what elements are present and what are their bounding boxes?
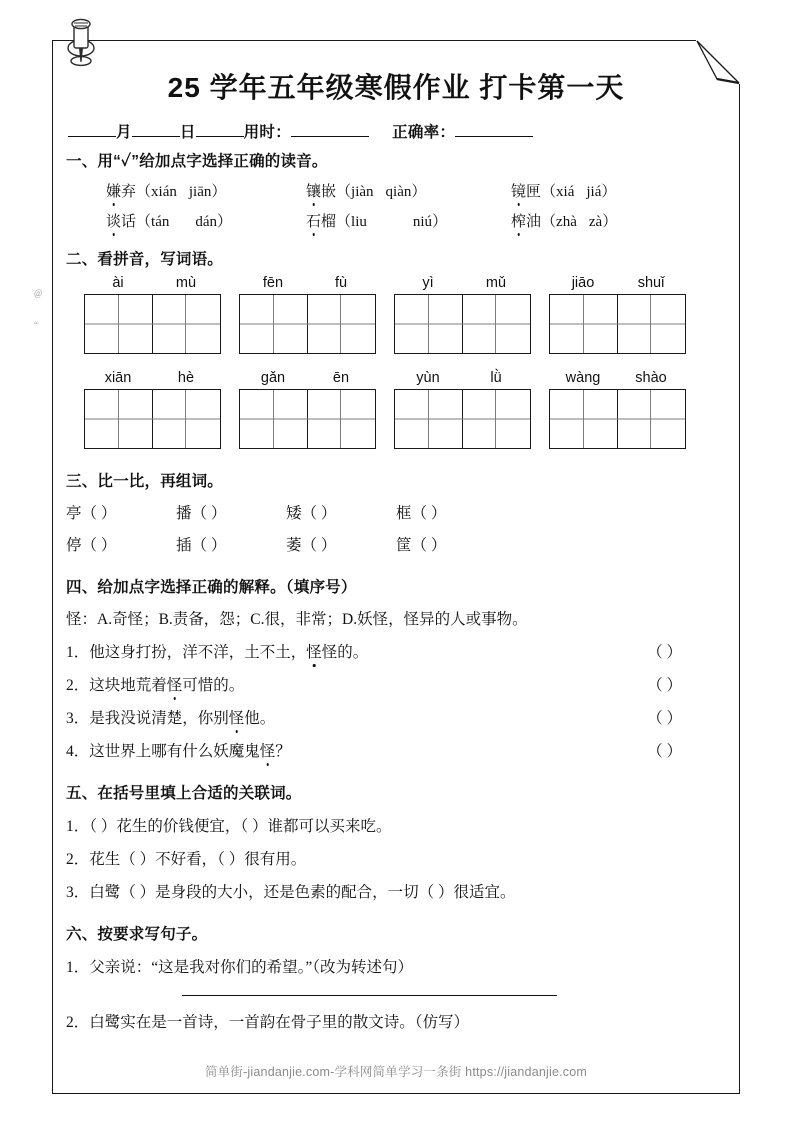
day-label: 日	[179, 124, 196, 141]
tianzige-box[interactable]	[239, 294, 376, 354]
grid-cell[interactable]	[85, 390, 119, 448]
section-2-heading: 二、看拼音，写词语。	[66, 251, 224, 268]
pronunciation-item[interactable]	[106, 210, 306, 231]
pinyin-group	[549, 370, 704, 386]
writing-grid-group[interactable]	[239, 294, 394, 354]
question-text-after: 他。	[244, 710, 276, 727]
answer-parenthesis[interactable]: （ ）	[647, 644, 682, 661]
answer-parenthesis[interactable]: （ ）	[647, 677, 682, 694]
word-rest: 榴	[321, 214, 337, 230]
grid-cell[interactable]	[274, 295, 308, 353]
pinyin-group	[239, 275, 394, 291]
pinyin-group	[84, 370, 239, 386]
time-blank[interactable]	[291, 136, 369, 137]
word-build-item[interactable]: 筐（ ）	[396, 537, 447, 554]
dotted-char: 榨	[511, 210, 526, 231]
paren-open: （	[336, 214, 352, 230]
margin-speckle-top: @	[34, 288, 43, 298]
grid-cell[interactable]	[341, 295, 375, 353]
section-1-row-2	[62, 210, 730, 231]
grid-cell[interactable]	[496, 390, 530, 448]
pronunciation-item[interactable]	[511, 180, 701, 201]
grid-cell[interactable]	[153, 295, 187, 353]
pinyin-syllable: shuǐ	[637, 275, 665, 291]
grid-cell[interactable]	[550, 390, 584, 448]
section-5-question[interactable]: 1．（ ）花生的价钱便宜，（ ）谁都可以买来吃。	[66, 818, 392, 835]
grid-cell[interactable]	[618, 295, 652, 353]
section-4-question	[62, 673, 730, 695]
pinyin-row	[62, 275, 730, 291]
paren-open: （	[541, 184, 557, 200]
dotted-char: 谈	[106, 210, 121, 231]
pronunciation-item[interactable]	[511, 210, 701, 231]
word-rest: 匣	[526, 184, 542, 200]
pinyin-group	[394, 370, 549, 386]
section-4-question	[62, 739, 730, 761]
pinyin-group	[239, 370, 394, 386]
tianzige-box[interactable]	[84, 294, 221, 354]
dotted-char: 怪	[167, 673, 183, 695]
pinyin-option-a[interactable]: zhà	[556, 214, 577, 230]
grid-cell[interactable]	[308, 390, 342, 448]
grid-cell[interactable]	[119, 390, 153, 448]
pinyin-syllable: hè	[177, 370, 195, 386]
pinyin-syllable: mù	[175, 275, 197, 291]
grid-cell[interactable]	[186, 295, 220, 353]
word-rest: 话	[121, 214, 137, 230]
section-6-question: 2．白鹭实在是一首诗，一首韵在骨子里的散文诗。（仿写）	[66, 1014, 470, 1031]
question-text-after: 可惜的。	[182, 677, 245, 694]
paren-close: ）	[217, 214, 233, 230]
pinyin-option-b[interactable]: qiàn	[385, 184, 412, 200]
paren-open: （	[541, 214, 557, 230]
dotted-char: 怪	[306, 640, 322, 662]
word-build-item[interactable]: 框（ ）	[396, 505, 447, 522]
pinyin-option-b[interactable]: jiān	[188, 184, 212, 200]
section-5-question[interactable]: 3．白鹭（ ）是身段的大小，还是色素的配合，一切（ ）很适宜。	[66, 884, 516, 901]
grid-cell[interactable]	[119, 295, 153, 353]
pinyin-row	[62, 370, 730, 386]
grid-cell[interactable]	[429, 295, 463, 353]
section-6-heading: 六、按要求写句子。	[66, 926, 208, 943]
word-build-item[interactable]: 播（ ）	[176, 505, 227, 522]
grid-cell[interactable]	[153, 390, 187, 448]
question-text-after: ？	[275, 743, 291, 760]
answer-line[interactable]	[182, 995, 557, 996]
pre-time-blank[interactable]	[196, 136, 244, 137]
word-rest: 油	[526, 214, 542, 230]
section-2-row-2	[62, 370, 730, 449]
grid-cell[interactable]	[618, 390, 652, 448]
writing-grid-group[interactable]	[394, 294, 549, 354]
pinyin-option-b[interactable]: niú	[412, 214, 433, 230]
pinyin-syllable: fēn	[262, 275, 284, 291]
paren-close: ）	[601, 184, 617, 200]
month-blank[interactable]	[68, 136, 116, 137]
answer-parenthesis[interactable]: （ ）	[647, 743, 682, 760]
pinyin-syllable: gǎn	[260, 370, 286, 386]
dotted-char: 石	[306, 210, 321, 231]
writing-grid-group[interactable]	[394, 389, 549, 449]
word-build-item[interactable]: 萎（ ）	[286, 537, 337, 554]
day-blank[interactable]	[132, 136, 180, 137]
pinyin-group	[549, 275, 704, 291]
tianzige-box[interactable]	[239, 389, 376, 449]
margin-speckle-bottom: “	[34, 320, 38, 330]
grid-cell[interactable]	[308, 295, 342, 353]
grid-cell[interactable]	[240, 390, 274, 448]
grid-cell[interactable]	[651, 390, 685, 448]
grid-cell[interactable]	[584, 295, 618, 353]
section-3-row-2	[62, 533, 730, 555]
grid-cell[interactable]	[240, 295, 274, 353]
pinyin-syllable: yùn	[416, 370, 440, 386]
question-number: 3．	[66, 710, 90, 727]
pinyin-syllable: jiāo	[571, 275, 595, 291]
pinyin-option-a[interactable]: xiá	[556, 184, 575, 200]
tianzige-box[interactable]	[394, 294, 531, 354]
grid-cell[interactable]	[274, 390, 308, 448]
meta-line	[62, 120, 730, 142]
question-number: 1．	[66, 644, 90, 661]
pronunciation-item[interactable]	[306, 180, 511, 201]
section-5-question[interactable]: 2．花生（ ）不好看，（ ）很有用。	[66, 851, 307, 868]
pinyin-syllable: fù	[334, 275, 348, 291]
question-text-before: 他这身打扮，洋不洋，土不土，	[89, 644, 307, 661]
word-build-item[interactable]: 亭（ ）	[66, 505, 117, 522]
accuracy-label: 正确率：	[392, 124, 456, 141]
writing-grid-group[interactable]	[549, 294, 704, 354]
paren-open: （	[136, 184, 152, 200]
accuracy-blank[interactable]	[455, 136, 533, 137]
word-build-item[interactable]: 停（ ）	[66, 537, 117, 554]
word-rest: 嵌	[321, 184, 337, 200]
page-title: 25 学年五年级寒假作业 打卡第一天	[167, 72, 625, 103]
paren-close: ）	[411, 184, 427, 200]
grid-cell[interactable]	[341, 390, 375, 448]
pinyin-group	[84, 275, 239, 291]
section-1-row-1	[62, 180, 730, 201]
grid-cell[interactable]	[395, 390, 429, 448]
paren-open: （	[336, 184, 352, 200]
grid-cell[interactable]	[584, 390, 618, 448]
paren-close: ）	[432, 214, 448, 230]
grid-cell[interactable]	[395, 295, 429, 353]
grid-cell[interactable]	[550, 295, 584, 353]
question-number: 4．	[66, 743, 90, 760]
dotted-char: 怪	[229, 706, 245, 728]
writing-grid-group[interactable]	[239, 389, 394, 449]
section-1-heading: 一、用“✓”给加点字选择正确的读音。	[66, 153, 328, 170]
tianzige-box[interactable]	[84, 389, 221, 449]
grid-cell[interactable]	[463, 390, 497, 448]
footer-watermark: 简单街-jiandanjie.com-学科网简单学习一条街 https://jiandanjie.com	[204, 1065, 588, 1079]
month-label: 月	[116, 124, 132, 141]
word-build-item[interactable]: 矮（ ）	[286, 505, 337, 522]
pinyin-option-a[interactable]: tán	[151, 214, 170, 230]
writing-grid-row	[62, 294, 730, 354]
time-label: 用时：	[243, 124, 292, 141]
pronunciation-item[interactable]	[106, 180, 306, 201]
dotted-char: 镜	[511, 180, 526, 201]
answer-parenthesis[interactable]: （ ）	[647, 710, 682, 727]
pinyin-option-a[interactable]: jiàn	[351, 184, 374, 200]
writing-grid-group[interactable]	[549, 389, 704, 449]
section-5-heading: 五、在括号里填上合适的关联词。	[66, 785, 302, 802]
paren-close: ）	[602, 214, 618, 230]
tianzige-box[interactable]	[549, 389, 686, 449]
pinyin-syllable: ēn	[332, 370, 350, 386]
pinyin-group	[394, 275, 549, 291]
pinyin-option-b[interactable]: jiá	[586, 184, 602, 200]
pinyin-option-a[interactable]: xián	[151, 184, 177, 200]
question-text-before: 是我没说清楚，你别	[89, 710, 229, 727]
dotted-char: 镶	[306, 180, 321, 201]
pinyin-syllable: mǔ	[485, 275, 507, 291]
question-number: 2．	[66, 677, 90, 694]
word-build-item[interactable]: 插（ ）	[176, 537, 227, 554]
question-text-before: 这世界上哪有什么妖魔鬼	[89, 743, 260, 760]
writing-grid-row	[62, 389, 730, 449]
worksheet-content	[52, 40, 740, 1094]
section-2-row-1	[62, 275, 730, 354]
writing-grid-group[interactable]	[84, 294, 239, 354]
dotted-char: 怪	[260, 739, 276, 761]
tianzige-box[interactable]	[549, 294, 686, 354]
pinyin-syllable: yì	[422, 275, 434, 291]
pinyin-syllable: xiān	[104, 370, 132, 386]
pinyin-option-b[interactable]: dán	[195, 214, 218, 230]
word-rest: 弃	[121, 184, 137, 200]
pinyin-option-a[interactable]: liu	[351, 214, 367, 230]
section-4-question	[62, 640, 730, 662]
grid-cell[interactable]	[186, 390, 220, 448]
pinyin-option-b[interactable]: zà	[588, 214, 603, 230]
grid-cell[interactable]	[463, 295, 497, 353]
tianzige-box[interactable]	[394, 389, 531, 449]
section-4-definition: 怪：A.奇怪；B.责备，怨；C.很，非常；D.妖怪，怪异的人或事物。	[66, 611, 528, 628]
dotted-char: 嫌	[106, 180, 121, 201]
grid-cell[interactable]	[496, 295, 530, 353]
question-text-before: 这块地荒着	[89, 677, 167, 694]
paren-open: （	[136, 214, 152, 230]
pinyin-syllable: shào	[635, 370, 667, 386]
grid-cell[interactable]	[85, 295, 119, 353]
section-3-heading: 三、比一比，再组词。	[66, 473, 224, 490]
pinyin-syllable: lǜ	[490, 370, 502, 386]
pinyin-syllable: wàng	[565, 370, 601, 386]
section-4-question	[62, 706, 730, 728]
section-3-row-1	[62, 501, 730, 523]
section-6-question: 1．父亲说：“这是我对你们的希望。”（改为转述句）	[66, 959, 414, 976]
paren-close: ）	[211, 184, 227, 200]
grid-cell[interactable]	[429, 390, 463, 448]
question-text-after: 怪的。	[321, 644, 369, 661]
pinyin-syllable: ài	[112, 275, 124, 291]
writing-grid-group[interactable]	[84, 389, 239, 449]
grid-cell[interactable]	[651, 295, 685, 353]
pronunciation-item[interactable]	[306, 210, 511, 231]
section-4-heading: 四、给加点字选择正确的解释。（填序号）	[66, 579, 357, 596]
